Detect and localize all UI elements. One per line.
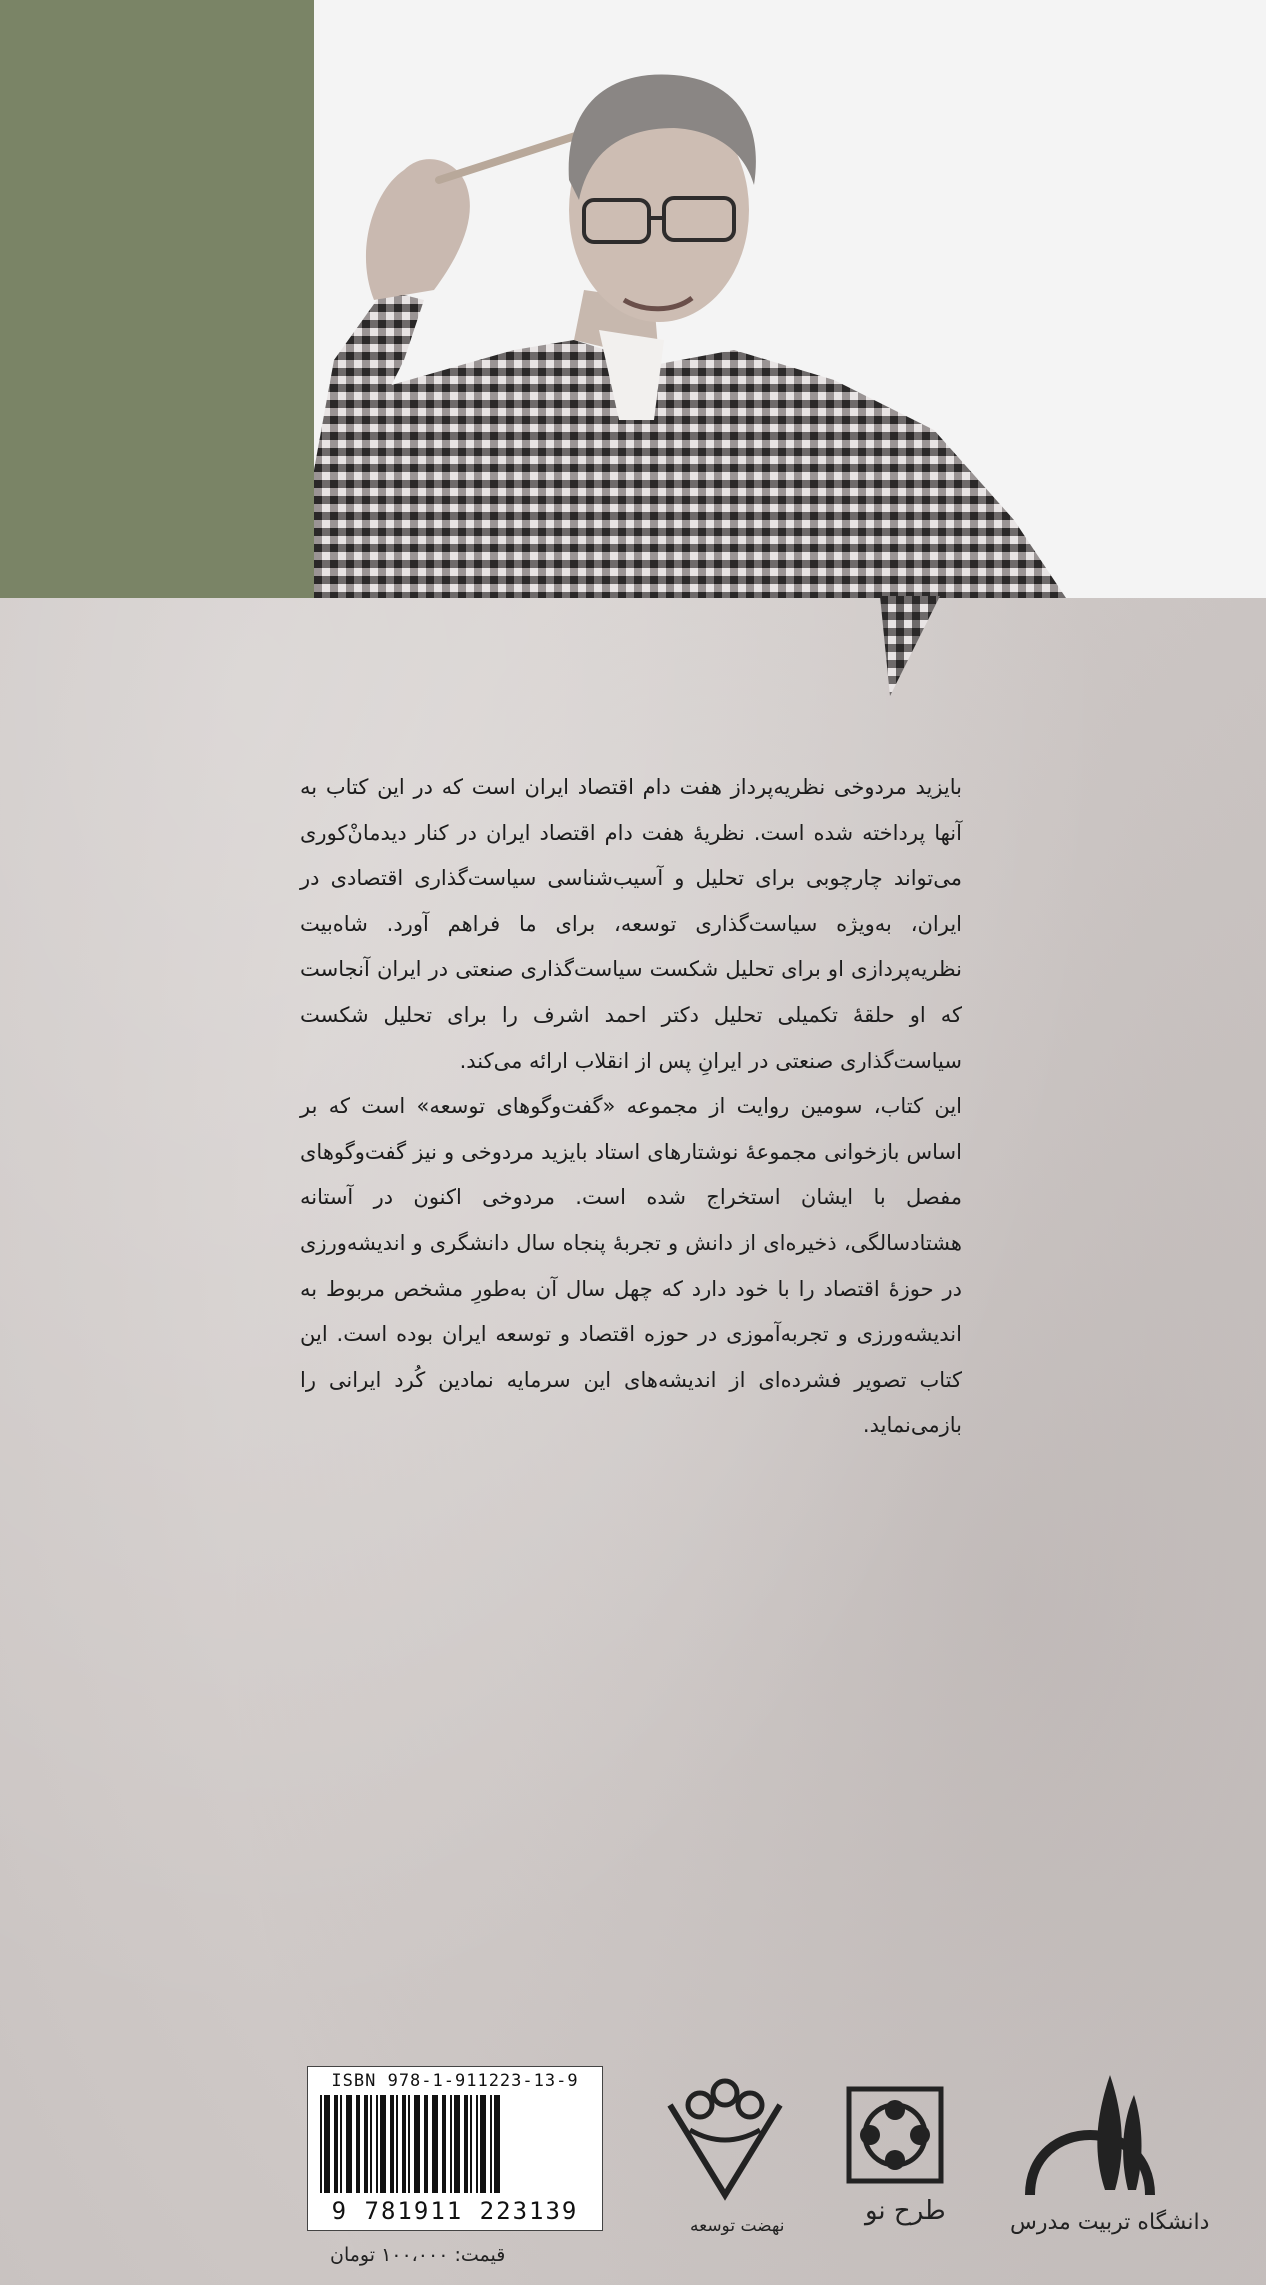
barcode-bar	[376, 2095, 378, 2193]
barcode-bar	[346, 2095, 352, 2193]
barcode-digits: 9 781911 223139	[331, 2197, 579, 2225]
price-label: قیمت: ۱۰۰،۰۰۰ تومان	[330, 2244, 506, 2266]
publisher-2-label: طرح نو	[865, 2196, 946, 2226]
barcode-bar	[424, 2095, 428, 2193]
barcode-bar	[464, 2095, 468, 2193]
isbn-label: ISBN 978-1-911223-13-9	[331, 2071, 579, 2091]
barcode-bar	[408, 2095, 410, 2193]
back-cover-blurb	[300, 765, 962, 1449]
barcode-bar	[340, 2095, 342, 2193]
barcode-bar	[432, 2095, 438, 2193]
publisher-3-label: نهضت توسعه	[690, 2216, 785, 2236]
barcode-bar	[334, 2095, 338, 2193]
barcode-bar	[442, 2095, 446, 2193]
photo-shirt-overhang	[880, 596, 1000, 706]
barcode-bar	[480, 2095, 486, 2193]
barcode-bar	[450, 2095, 452, 2193]
barcode-bar	[370, 2095, 372, 2193]
blurb-paragraph-2: این کتاب، سومین روایت از مجموعه «گفت‌وگوهای توسعه» است که بر اساس بازخوانی مجموعهٔ نوشتارهای استاد بایزید مردوخی و نیز گفت‌وگوهای مفصل با ایشان استخراج شده است. مردوخی اکنون در آستانه هشتادسالگی، ذخیره‌ای از دانش و تجربهٔ پنجاه سال دانشگری و اندیشه‌ورزی در حوزهٔ اقتصاد را با خود دارد که چهل سال آن به‌طورِ مشخص مربوط به اندیشه‌ورزی و تجربه‌آموزی در حوزه اقتصاد و توسعه ایران بوده است. این کتاب تصویر فشرده‌ای از اندیشه‌های این سرمایه نمادین کُرد ایرانی را بازمی‌نماید.	[300, 1094, 962, 1438]
barcode-bar	[402, 2095, 406, 2193]
barcode-bar	[356, 2095, 360, 2193]
barcode-bar	[454, 2095, 460, 2193]
barcode-icon	[318, 2095, 592, 2195]
barcode-bar	[470, 2095, 472, 2193]
barcode-bar	[364, 2095, 368, 2193]
barcode-bar	[490, 2095, 492, 2193]
barcode-bar	[414, 2095, 420, 2193]
author-portrait-illustration	[314, 0, 1266, 598]
barcode-bar	[380, 2095, 386, 2193]
barcode-bar	[320, 2095, 322, 2193]
green-color-band	[0, 0, 314, 598]
publisher-logo-nahzat-icon	[660, 2075, 790, 2215]
barcode-bar	[396, 2095, 398, 2193]
barcode-bar	[476, 2095, 478, 2193]
publisher-logo-modares-icon	[1010, 2065, 1170, 2205]
author-photo	[314, 0, 1266, 598]
blurb-paragraph-1: بایزید مردوخی نظریه‌پرداز هفت دام اقتصاد ایران است که در این کتاب به آنها پرداخته شده است. نظریهٔ هفت دام اقتصاد ایران در کنار دیدمانْ‌کوری می‌تواند چارچوبی برای تحلیل و آسیب‌شناسی سیاست‌گذاری اقتصادی در ایران، به‌ویژه سیاست‌گذاری توسعه، برای ما فراهم آورد. شاه‌بیت نظریه‌پردازی او برای تحلیل شکست سیاست‌گذاری صنعتی در ایران آنجاست که او حلقهٔ تکمیلی تحلیل دکتر احمد اشرف را برای تحلیل شکست سیاست‌گذاری صنعتی در ایرانِ پس از انقلاب ارائه می‌کند.	[300, 775, 962, 1073]
isbn-barcode	[307, 2066, 603, 2231]
publisher-1-label: دانشگاه تربیت مدرس	[1010, 2210, 1210, 2235]
barcode-bar	[324, 2095, 330, 2193]
barcode-bar	[494, 2095, 500, 2193]
barcode-bar	[390, 2095, 394, 2193]
publisher-logo-tarhe-no-icon	[845, 2085, 945, 2185]
